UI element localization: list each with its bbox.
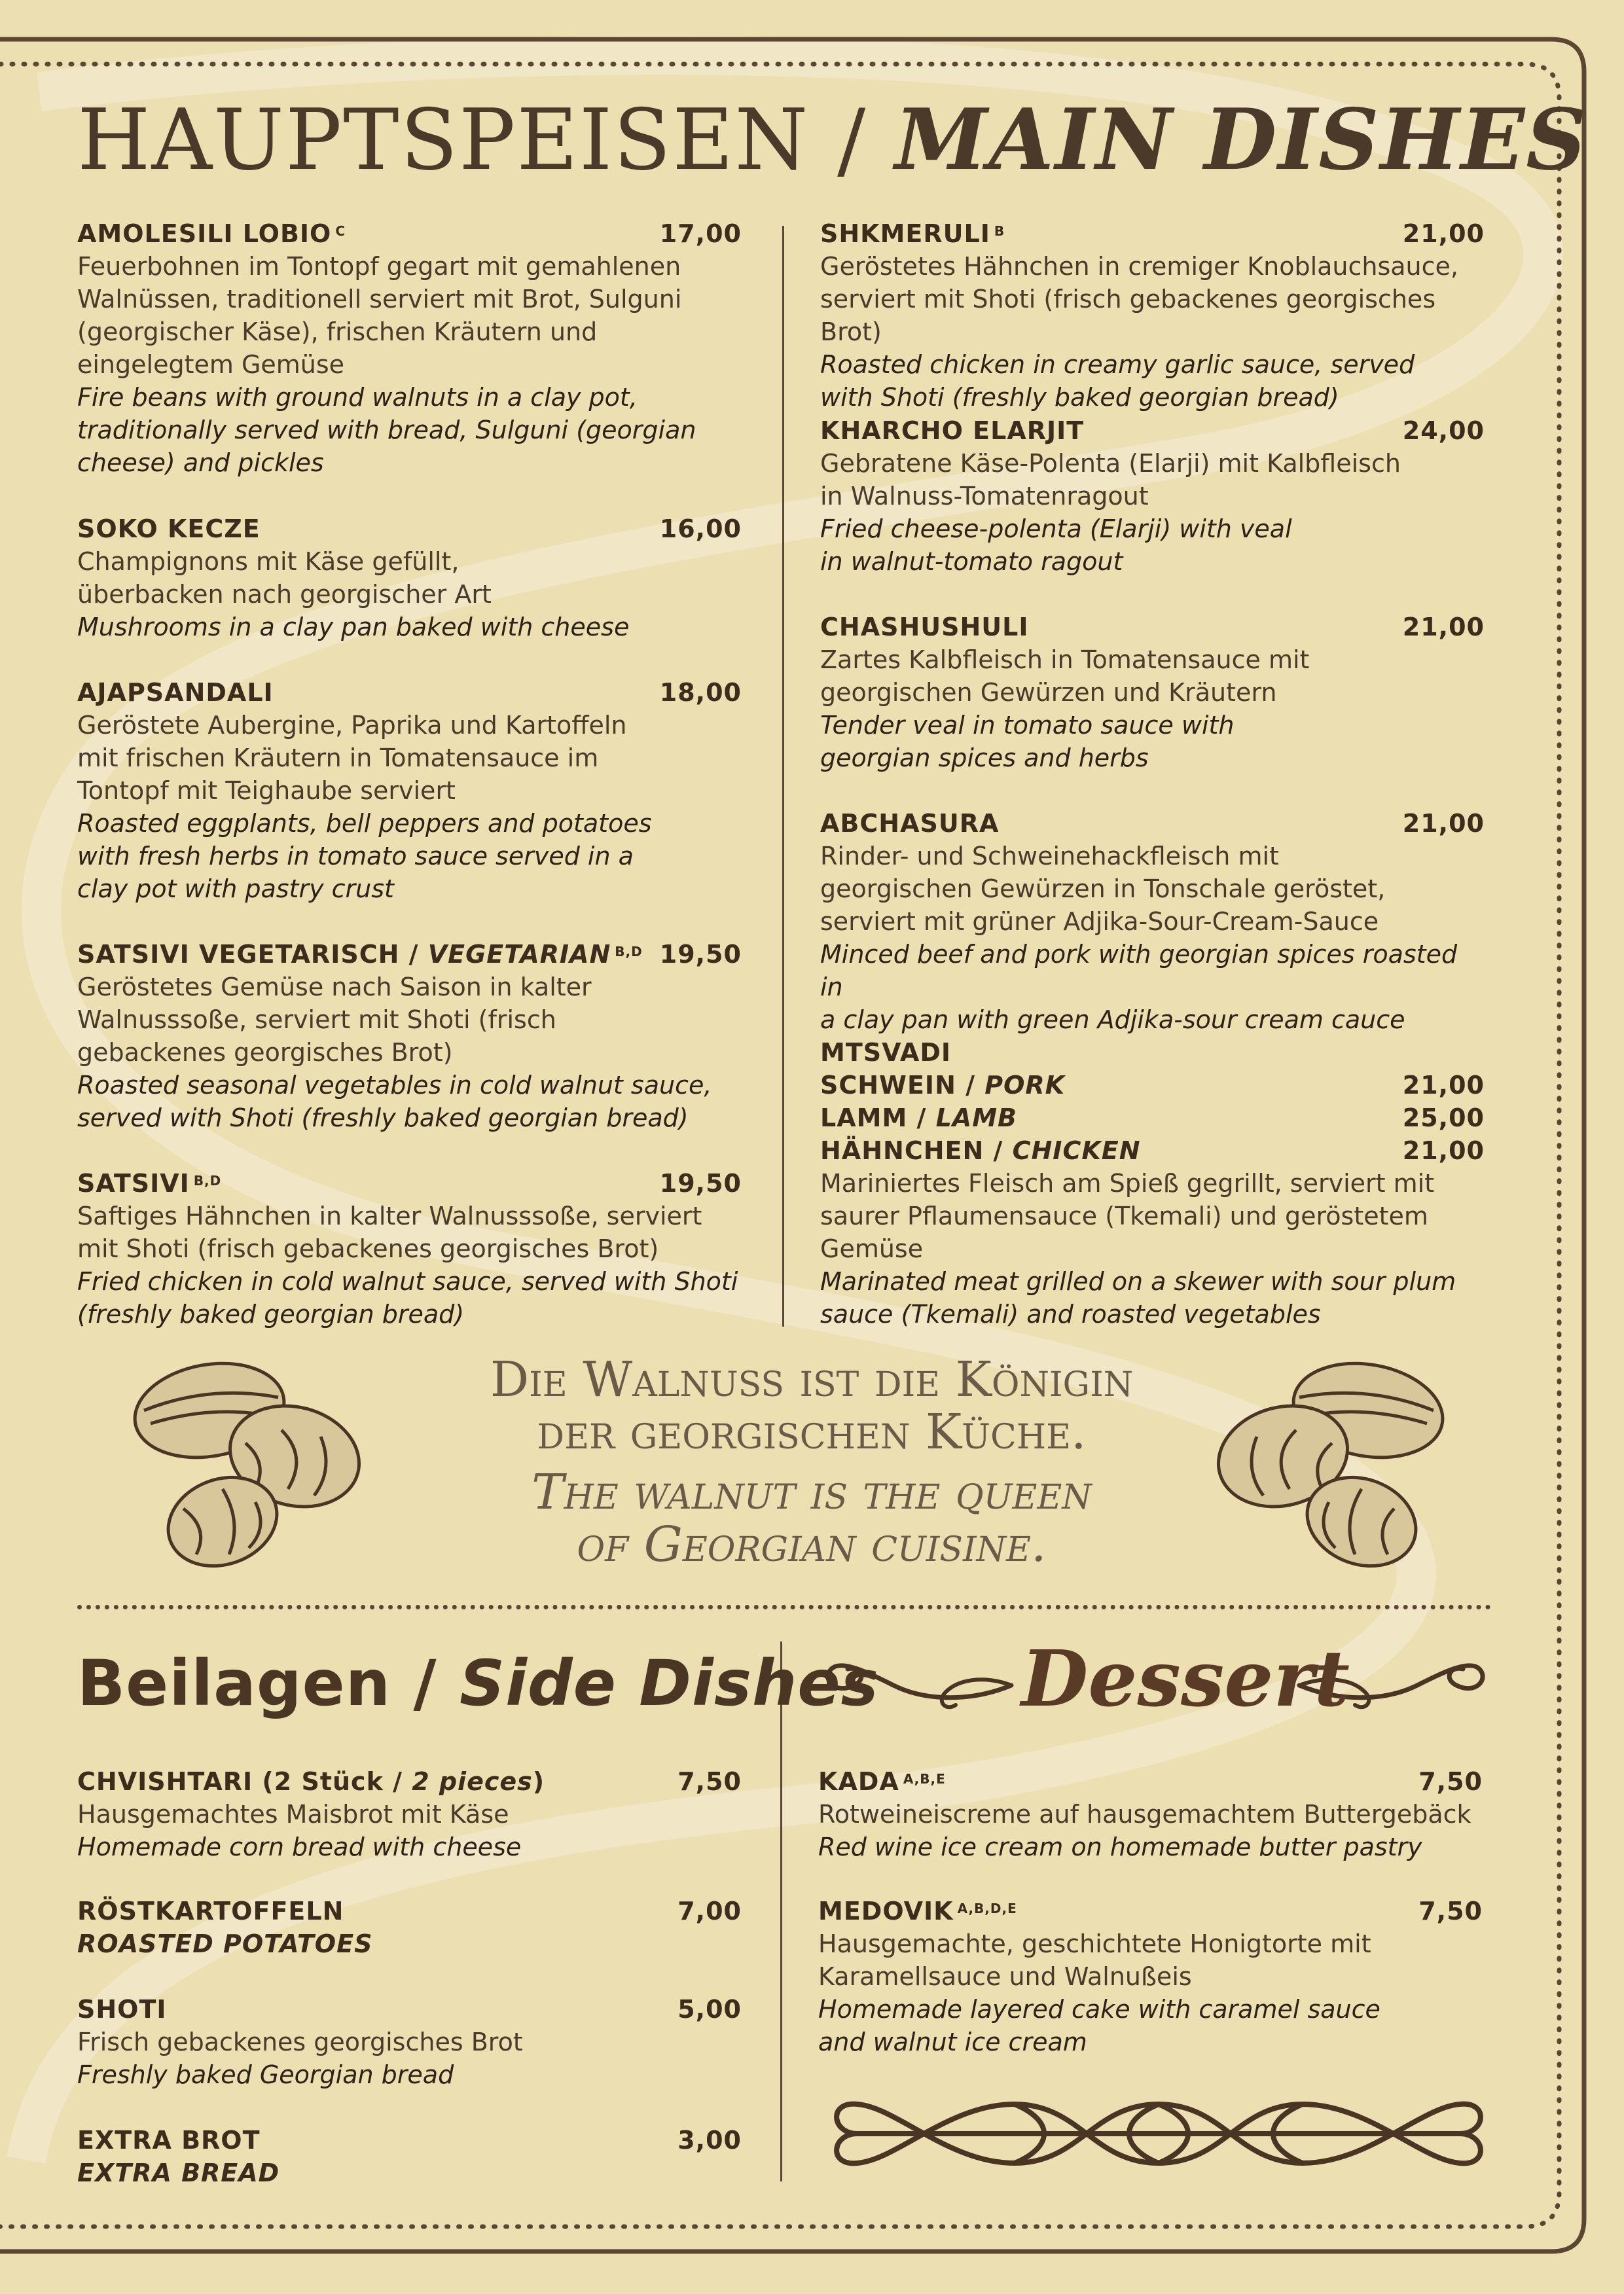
item-description-de: Rotweineiscreme auf hausgemachtem Buttergebäck xyxy=(818,1800,1471,1829)
main-title-de: HAUPTSPEISEN / xyxy=(77,92,895,189)
quote-en-line2: of Georgian cuisine. xyxy=(577,1516,1047,1573)
item-price: 18,00 xyxy=(659,678,742,707)
menu-item xyxy=(820,807,1485,1036)
item-description-en: Fire beans with ground walnuts in a clay pot, traditionally served with bread, Sulguni (georgian cheese) and pickles xyxy=(77,383,696,477)
item-price: 16,00 xyxy=(659,514,742,543)
item-name: MTSVADI xyxy=(820,1038,952,1067)
item-price: 21,00 xyxy=(1402,809,1485,838)
item-description-de: Saftiges Hähnchen in kalter Walnusssoße, serviert mit Shoti (frisch gebackenes georgisches Brot) xyxy=(77,1202,702,1263)
variant-name-en: CHICKEN xyxy=(1012,1136,1141,1165)
variant-price: 25,00 xyxy=(1402,1103,1485,1132)
item-name-en: 2 pieces xyxy=(412,1767,533,1796)
item-price: 7,50 xyxy=(677,1767,742,1796)
item-description-de: Champignons mit Käse gefüllt, überbacken nach georgischer Art xyxy=(77,547,492,609)
item-name: SATSIVI VEGETARISCH / xyxy=(77,940,428,969)
menu-item xyxy=(77,1167,742,1331)
item-description-de: Hausgemachte, geschichtete Honigtorte mit Karamellsauce und Walnußeis xyxy=(818,1929,1371,1991)
main-title xyxy=(77,91,1588,189)
item-name: AMOLESILI LOBIO xyxy=(77,219,332,248)
dessert-title: Dessert xyxy=(1021,1633,1350,1724)
side-item xyxy=(77,1993,742,2091)
item-price: 19,50 xyxy=(659,1169,742,1198)
item-name: ABCHASURA xyxy=(820,809,1000,838)
allergen-codes: C xyxy=(335,223,346,239)
item-name: SOKO KECZE xyxy=(77,514,261,543)
menu-item xyxy=(820,217,1485,414)
allergen-codes: B,D xyxy=(615,944,643,959)
dessert-item xyxy=(818,1765,1483,1863)
item-name: SATSIVI xyxy=(77,1169,190,1198)
item-price: 21,00 xyxy=(1402,613,1485,641)
item-description-en: Homemade corn bread with cheese xyxy=(77,1833,522,1861)
item-price: 7,00 xyxy=(677,1897,742,1926)
item-description-de: Geröstete Aubergine, Paprika und Kartoffeln mit frischen Kräutern in Tomatensauce im Tontopf mit Teighaube serviert xyxy=(77,711,627,805)
allergen-codes: A,B,D,E xyxy=(957,1901,1017,1916)
item-name: AJAPSANDALI xyxy=(77,678,274,707)
quote-de-line2: der georgischen Küche. xyxy=(537,1404,1087,1460)
item-description-de: Rinder- und Schweinehackfleisch mit georgischen Gewürzen in Tonschale geröstet, serviert mit grüner Adjika-Sour-Cream-Sauce xyxy=(820,842,1386,936)
item-name: MEDOVIK xyxy=(818,1897,954,1926)
item-name-en: ROASTED POTATOES xyxy=(77,1929,373,1958)
item-price: 3,00 xyxy=(677,2126,742,2155)
knot-ornament xyxy=(818,2088,1499,2179)
item-description-en: Mushrooms in a clay pan baked with cheese xyxy=(77,613,630,641)
item-name-en: EXTRA BREAD xyxy=(77,2159,280,2187)
section-separator xyxy=(77,1605,1491,1609)
side-dishes-title xyxy=(77,1649,879,1719)
item-price: 21,00 xyxy=(1402,219,1485,248)
menu-item xyxy=(820,611,1485,774)
item-description-en: Fried cheese-polenta (Elarji) with veal in walnut-tomato ragout xyxy=(820,514,1292,576)
item-price: 17,00 xyxy=(659,219,742,248)
item-description-en: Homemade layered cake with caramel sauce and walnut ice cream xyxy=(818,1995,1380,2056)
menu-item xyxy=(77,676,742,905)
menu-item-mtsvadi xyxy=(820,1036,1485,1331)
side-item xyxy=(77,1895,742,1960)
variant-name-de: LAMM / xyxy=(820,1103,936,1132)
main-title-en: MAIN DISHES xyxy=(894,91,1588,189)
dessert-item xyxy=(818,1895,1483,2058)
item-price: 19,50 xyxy=(659,940,742,969)
item-description-de: Hausgemachtes Maisbrot mit Käse xyxy=(77,1800,509,1829)
item-price: 24,00 xyxy=(1402,416,1485,445)
side-item xyxy=(77,1765,742,1863)
menu-item xyxy=(77,512,742,643)
flourish-ornament-left xyxy=(815,1640,1018,1718)
item-name: CHVISHTARI (2 Stück / xyxy=(77,1767,412,1796)
allergen-codes: B xyxy=(994,223,1005,239)
side-item xyxy=(77,2124,742,2189)
item-name: KADA xyxy=(818,1767,899,1796)
variant-price: 21,00 xyxy=(1402,1136,1485,1165)
item-description-en: Roasted eggplants, bell peppers and potatoes with fresh herbs in tomato sauce served in a clay pot with pastry crust xyxy=(77,809,652,903)
side-title-en: Side Dishes xyxy=(459,1647,879,1720)
walnut-illustration-left xyxy=(124,1358,367,1574)
item-name-end: ) xyxy=(532,1767,545,1796)
item-name: SHOTI xyxy=(77,1995,167,2024)
item-description-en: Red wine ice cream on homemade butter pastry xyxy=(818,1833,1422,1861)
item-description-de: Frisch gebackenes georgisches Brot xyxy=(77,2028,523,2056)
item-price: 5,00 xyxy=(677,1995,742,2024)
item-name: RÖSTKARTOFFELN xyxy=(77,1897,344,1926)
item-name: EXTRA BROT xyxy=(77,2126,261,2155)
item-description-en: Minced beef and pork with georgian spices roasted in a clay pan with green Adjika-sour cream cauce xyxy=(820,940,1458,1034)
column-divider-bottom xyxy=(780,1641,782,2181)
item-description-de: Mariniertes Fleisch am Spieß gegrillt, serviert mit saurer Pflaumensauce (Tkemali) und geröstetem Gemüse xyxy=(820,1169,1435,1263)
item-description-en: Marinated meat grilled on a skewer with sour plum sauce (Tkemali) and roasted vegetables xyxy=(820,1267,1456,1329)
item-description-de: Geröstetes Gemüse nach Saison in kalter Walnusssoße, serviert mit Shoti (frisch gebackenes georgisches Brot) xyxy=(77,973,592,1067)
variant-name-de: SCHWEIN / xyxy=(820,1071,985,1100)
item-description-en: Freshly baked Georgian bread xyxy=(77,2060,454,2089)
item-description-de: Gebratene Käse-Polenta (Elarji) mit Kalbfleisch in Walnuss-Tomatenragout xyxy=(820,449,1401,511)
item-name: CHASHUSHULI xyxy=(820,613,1029,641)
item-description-de: Zartes Kalbfleisch in Tomatensauce mit georgischen Gewürzen und Kräutern xyxy=(820,645,1310,707)
quote-en-line1: The walnut is the queen xyxy=(532,1464,1092,1520)
item-description-de: Feuerbohnen im Tontopf gegart mit gemahlenen Walnüssen, traditionell serviert mit Brot, Sulguni (georgischer Käse), frischen Kräutern und eingelegtem Gemüse xyxy=(77,252,682,379)
quote-de-line1: Die Walnuss ist die Königin xyxy=(490,1352,1134,1408)
item-description-en: Tender veal in tomato sauce with georgian spices and herbs xyxy=(820,711,1235,772)
variant-name-en: PORK xyxy=(984,1071,1066,1100)
variant-name-de: HÄHNCHEN / xyxy=(820,1136,1013,1165)
item-price: 7,50 xyxy=(1418,1897,1483,1926)
menu-item xyxy=(820,414,1485,578)
variant-price: 21,00 xyxy=(1402,1071,1485,1100)
walnut-quote xyxy=(367,1353,1257,1571)
allergen-codes: B,D xyxy=(193,1173,222,1189)
allergen-codes: A,B,E xyxy=(903,1771,946,1787)
item-description-en: Roasted seasonal vegetables in cold walnut sauce, served with Shoti (freshly baked georgian bread) xyxy=(77,1071,712,1132)
item-description-en: Roasted chicken in creamy garlic sauce, served with Shoti (freshly baked georgian bread) xyxy=(820,350,1415,412)
item-description-de: Geröstetes Hähnchen in cremiger Knoblauchsauce, serviert mit Shoti (frisch gebackenes georgisches Brot) xyxy=(820,252,1458,346)
menu-item xyxy=(77,938,742,1134)
item-name: SHKMERULI xyxy=(820,219,990,248)
menu-item xyxy=(77,217,742,479)
item-price: 7,50 xyxy=(1418,1767,1483,1796)
side-title-de: Beilagen / xyxy=(77,1647,460,1720)
item-description-en: Fried chicken in cold walnut sauce, served with Shoti (freshly baked georgian bread) xyxy=(77,1267,738,1329)
column-divider xyxy=(782,226,784,1327)
item-name-en: VEGETARIAN xyxy=(427,940,611,969)
item-name: KHARCHO ELARJIT xyxy=(820,416,1085,445)
variant-name-en: LAMB xyxy=(935,1103,1017,1132)
